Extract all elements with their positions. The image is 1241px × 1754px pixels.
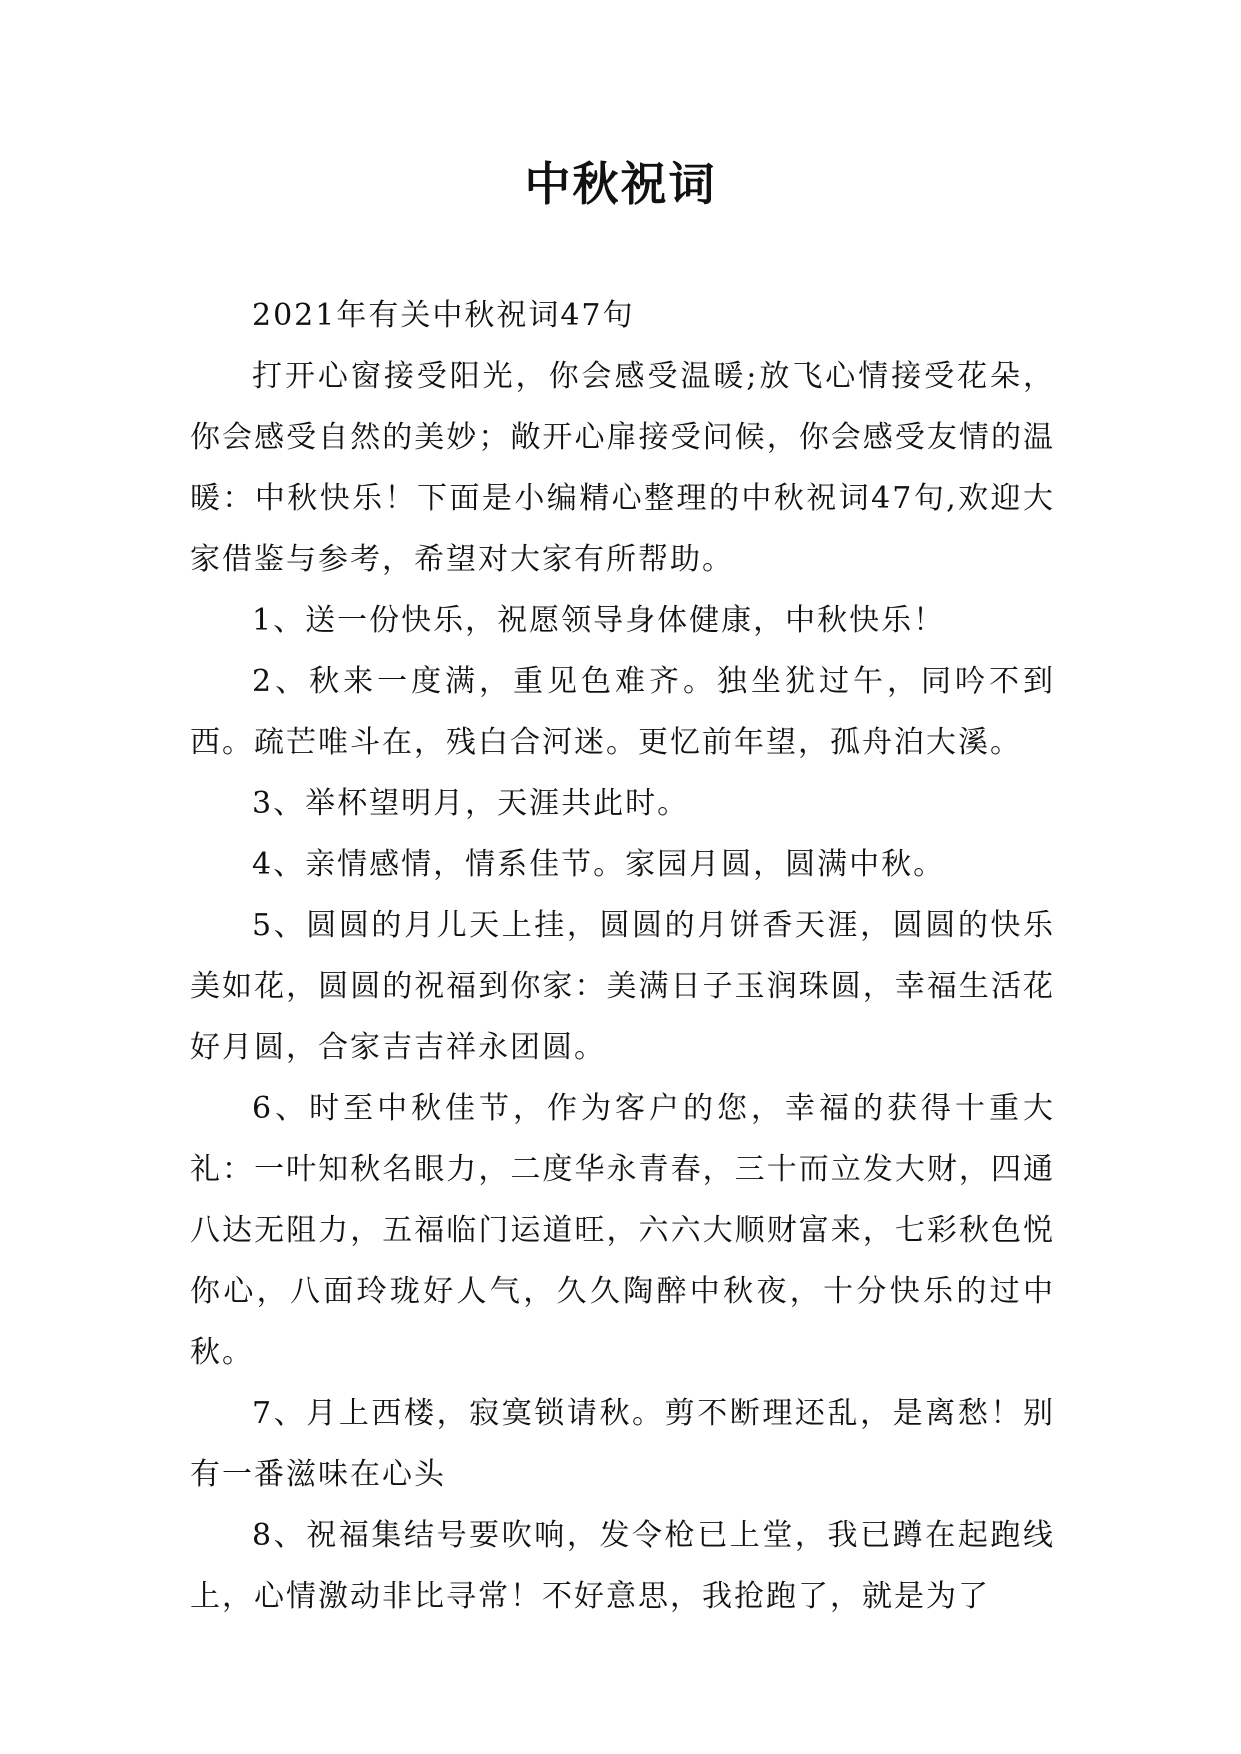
greeting-item-8: 8、祝福集结号要吹响，发令枪已上堂，我已蹲在起跑线上，心情激动非比寻常！不好意思，我抢跑了，就是为了 <box>190 1518 1055 1614</box>
greeting-item-4: 4、亲情感情，情系佳节。家园月圆，圆满中秋。 <box>252 847 946 882</box>
document-body <box>190 285 1055 1627</box>
subtitle-paragraph: 2021年有关中秋祝词47句 <box>252 298 635 333</box>
intro-paragraph: 打开心窗接受阳光，你会感受温暖;放飞心情接受花朵，你会感受自然的美妙；敞开心扉接受问候，你会感受友情的温暖：中秋快乐！下面是小编精心整理的中秋祝词47句,欢迎大家借鉴与参考，希望对大家有所帮助。 <box>190 359 1055 577</box>
greeting-item-3: 3、举杯望明月，天涯共此时。 <box>252 786 690 821</box>
greeting-item-1: 1、送一份快乐，祝愿领导身体健康，中秋快乐！ <box>252 603 946 638</box>
greeting-item-7: 7、月上西楼，寂寞锁请秋。剪不断理还乱，是离愁！别有一番滋味在心头 <box>190 1396 1055 1492</box>
greeting-item-2: 2、秋来一度满，重见色难齐。独坐犹过午，同吟不到西。疏芒唯斗在，残白合河迷。更忆前年望，孤舟泊大溪。 <box>190 664 1055 760</box>
greeting-item-5: 5、圆圆的月儿天上挂，圆圆的月饼香天涯，圆圆的快乐美如花，圆圆的祝福到你家：美满日子玉润珠圆，幸福生活花好月圆，合家吉吉祥永团圆。 <box>190 908 1055 1065</box>
document-title: 中秋祝词 <box>524 157 717 211</box>
greeting-item-6: 6、时至中秋佳节，作为客户的您，幸福的获得十重大礼：一叶知秋名眼力，二度华永青春，三十而立发大财，四通八达无阻力，五福临门运道旺，六六大顺财富来，七彩秋色悦你心，八面玲珑好人气，久久陶醉中秋夜，十分快乐的过中秋。 <box>190 1091 1055 1370</box>
